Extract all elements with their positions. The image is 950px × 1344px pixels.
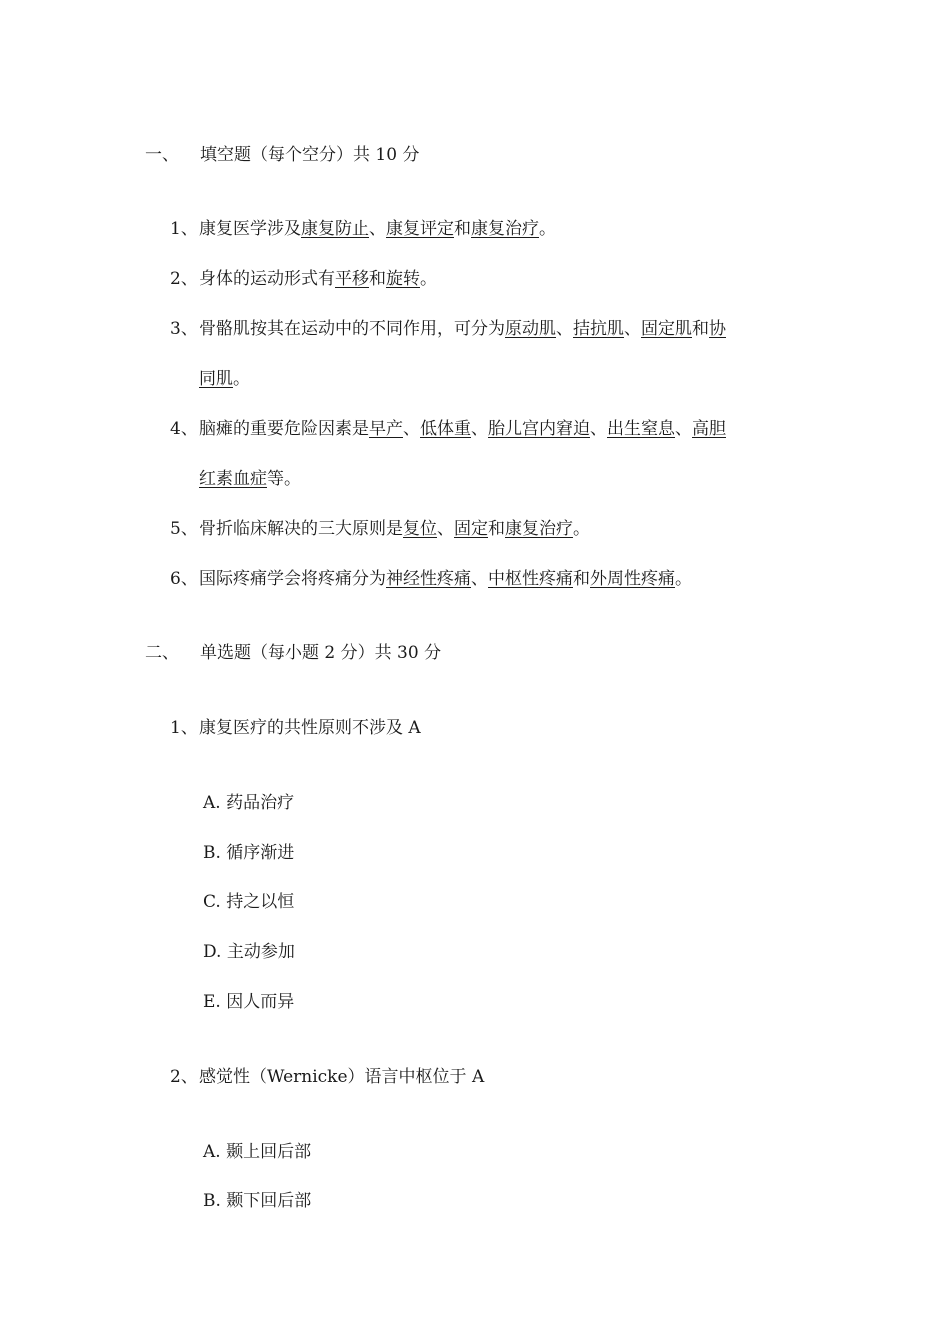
answer-blank: 康复评定 xyxy=(386,219,454,239)
fill-item-number: 4、 xyxy=(170,419,198,439)
fill-item-text: 康复医学涉及康复防止、康复评定和康复治疗。 xyxy=(199,219,556,239)
answer-blank: 固定肌 xyxy=(641,319,692,339)
answer-blank: 协 xyxy=(709,319,726,339)
answer-blank: 原动肌 xyxy=(505,319,556,339)
option-b: B. 循序渐进 xyxy=(203,843,295,863)
fill-item-continuation: 红素血症等。 xyxy=(199,469,301,489)
fill-item-text: 骨折临床解决的三大原则是复位、固定和康复治疗。 xyxy=(199,519,590,539)
answer-blank: 胎儿宫内窘迫 xyxy=(488,419,590,439)
question-number: 2、 xyxy=(170,1067,198,1087)
section-1-number: 一、 xyxy=(145,145,179,165)
answer-blank: 平移 xyxy=(335,269,369,289)
question-text: 感觉性（Wernicke）语言中枢位于 A xyxy=(199,1067,485,1087)
answer-blank: 出生窒息 xyxy=(607,419,675,439)
fill-item-text: 国际疼痛学会将疼痛分为神经性疼痛、中枢性疼痛和外周性疼痛。 xyxy=(199,569,692,589)
answer-blank: 神经性疼痛 xyxy=(386,569,471,589)
answer-blank: 中枢性疼痛 xyxy=(488,569,573,589)
fill-item-number: 5、 xyxy=(170,519,198,539)
fill-item-text: 脑瘫的重要危险因素是早产、低体重、胎儿宫内窘迫、出生窒息、高胆 xyxy=(199,419,726,439)
answer-blank: 康复防止 xyxy=(301,219,369,239)
answer-blank: 复位 xyxy=(403,519,437,539)
question-text: 康复医疗的共性原则不涉及 A xyxy=(199,718,421,738)
answer-blank: 康复治疗 xyxy=(471,219,539,239)
fill-item-number: 1、 xyxy=(170,219,198,239)
option-a: A. 药品治疗 xyxy=(203,793,295,813)
answer-blank: 康复治疗 xyxy=(505,519,573,539)
fill-item-text: 骨骼肌按其在运动中的不同作用，可分为原动肌、拮抗肌、固定肌和协 xyxy=(199,319,726,339)
option-e: E. 因人而异 xyxy=(203,992,295,1012)
fill-item-number: 3、 xyxy=(170,319,198,339)
answer-blank: 同肌 xyxy=(199,369,233,389)
option-d: D. 主动参加 xyxy=(203,942,295,962)
answer-blank: 旋转 xyxy=(386,269,420,289)
section-1-title: 填空题（每个空分）共 10 分 xyxy=(200,145,420,165)
option-c: C. 持之以恒 xyxy=(203,892,295,912)
fill-item-number: 6、 xyxy=(170,569,198,589)
fill-item-text: 身体的运动形式有平移和旋转。 xyxy=(199,269,437,289)
answer-blank: 拮抗肌 xyxy=(573,319,624,339)
fill-item-continuation: 同肌。 xyxy=(199,369,250,389)
answer-blank: 红素血症 xyxy=(199,469,267,489)
answer-blank: 固定 xyxy=(454,519,488,539)
answer-blank: 高胆 xyxy=(692,419,726,439)
option-a: A. 颞上回后部 xyxy=(203,1142,312,1162)
option-b: B. 颞下回后部 xyxy=(203,1191,312,1211)
answer-blank: 外周性疼痛 xyxy=(590,569,675,589)
answer-blank: 低体重 xyxy=(420,419,471,439)
question-number: 1、 xyxy=(170,718,198,738)
fill-item-number: 2、 xyxy=(170,269,198,289)
section-2-title: 单选题（每小题 2 分）共 30 分 xyxy=(200,643,442,663)
section-2-number: 二、 xyxy=(145,643,179,663)
answer-blank: 早产 xyxy=(369,419,403,439)
